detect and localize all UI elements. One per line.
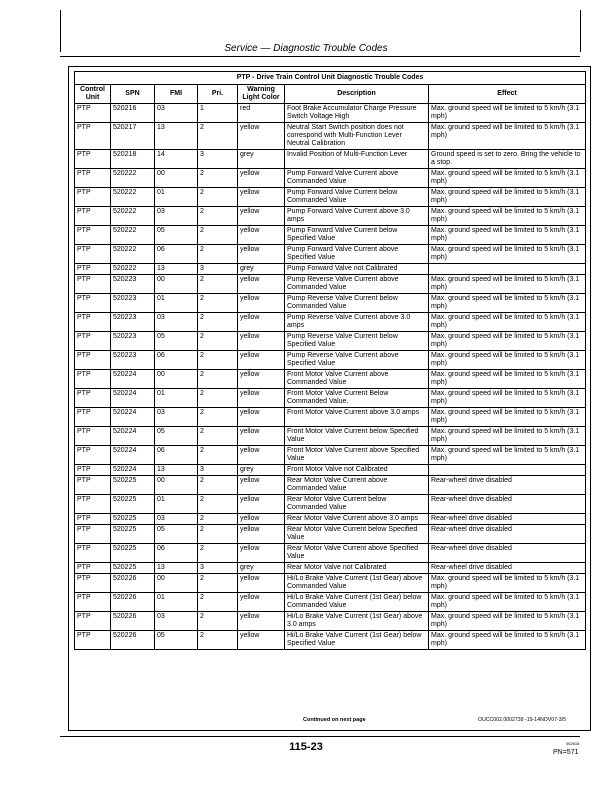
table-cell: 13: [155, 123, 198, 150]
table-row: [75, 408, 586, 427]
table-cell: 520222: [111, 169, 155, 188]
table-row: [75, 245, 586, 264]
table-cell: 2: [198, 332, 238, 351]
dtc-table: [74, 71, 586, 650]
table-cell: 520225: [111, 495, 155, 514]
table-cell: 520224: [111, 465, 155, 476]
table-cell: Neutral Start Switch position does not correspond with Multi-Function Lever Neutral Calibration: [285, 123, 429, 150]
table-row: [75, 104, 586, 123]
table-cell: yellow: [238, 514, 285, 525]
table-cell: 13: [155, 465, 198, 476]
table-cell: 520225: [111, 563, 155, 574]
table-cell: Rear Motor Valve Current above Commanded Value: [285, 476, 429, 495]
table-cell: grey: [238, 465, 285, 476]
table-cell: 520224: [111, 427, 155, 446]
table-cell: 2: [198, 123, 238, 150]
table-cell: PTP: [75, 123, 111, 150]
table-cell: Pump Forward Valve Current above Specified Value: [285, 245, 429, 264]
table-cell: 2: [198, 476, 238, 495]
table-cell: 01: [155, 188, 198, 207]
table-row: [75, 525, 586, 544]
table-cell: 520226: [111, 574, 155, 593]
table-cell: Pump Forward Valve Current above 3.0 amps: [285, 207, 429, 226]
column-header: Pri.: [198, 85, 238, 104]
table-cell: 520223: [111, 294, 155, 313]
table-cell: Max. ground speed will be limited to 5 km/h (3.1 mph): [429, 294, 586, 313]
table-cell: Rear-wheel drive disabled: [429, 563, 586, 574]
table-cell: 520218: [111, 150, 155, 169]
table-cell: PTP: [75, 476, 111, 495]
table-cell: 520222: [111, 207, 155, 226]
table-row: [75, 226, 586, 245]
table-cell: Rear-wheel drive disabled: [429, 495, 586, 514]
table-cell: 520225: [111, 544, 155, 563]
table-cell: 520226: [111, 593, 155, 612]
table-cell: 00: [155, 476, 198, 495]
table-cell: 2: [198, 294, 238, 313]
table-cell: yellow: [238, 275, 285, 294]
table-cell: 2: [198, 408, 238, 427]
table-cell: Pump Reverse Valve Current above Commanded Value: [285, 275, 429, 294]
table-cell: 2: [198, 593, 238, 612]
table-cell: 520217: [111, 123, 155, 150]
table-cell: Hi/Lo Brake Valve Current (1st Gear) below Commanded Value: [285, 593, 429, 612]
table-cell: 05: [155, 631, 198, 650]
table-cell: red: [238, 104, 285, 123]
table-cell: Max. ground speed will be limited to 5 km/h (3.1 mph): [429, 275, 586, 294]
table-cell: yellow: [238, 389, 285, 408]
table-cell: Max. ground speed will be limited to 5 km/h (3.1 mph): [429, 169, 586, 188]
table-cell: 2: [198, 275, 238, 294]
table-cell: Rear Motor Valve Current below Commanded Value: [285, 495, 429, 514]
table-row: [75, 389, 586, 408]
table-cell: 520222: [111, 264, 155, 275]
table-cell: Max. ground speed will be limited to 5 km/h (3.1 mph): [429, 207, 586, 226]
table-row: [75, 495, 586, 514]
table-cell: PTP: [75, 264, 111, 275]
table-cell: PTP: [75, 544, 111, 563]
table-cell: 1: [198, 104, 238, 123]
table-cell: Rear-wheel drive disabled: [429, 525, 586, 544]
table-cell: 2: [198, 427, 238, 446]
table-cell: Max. ground speed will be limited to 5 km/h (3.1 mph): [429, 574, 586, 593]
table-cell: 520224: [111, 408, 155, 427]
table-row: [75, 169, 586, 188]
table-cell: 520225: [111, 514, 155, 525]
table-cell: Max. ground speed will be limited to 5 km/h (3.1 mph): [429, 313, 586, 332]
table-cell: Max. ground speed will be limited to 5 km/h (3.1 mph): [429, 612, 586, 631]
table-cell: 520224: [111, 446, 155, 465]
table-cell: Hi/Lo Brake Valve Current (1st Gear) below Specified Value: [285, 631, 429, 650]
table-cell: 3: [198, 563, 238, 574]
table-cell: Front Motor Valve Current above Commanded Value: [285, 370, 429, 389]
page-number: 115-23: [289, 741, 323, 753]
table-cell: 03: [155, 408, 198, 427]
document-reference: OUCC002,0002739 -19-14NOV07-3/5: [478, 717, 566, 723]
table-cell: yellow: [238, 495, 285, 514]
table-cell: 2: [198, 389, 238, 408]
table-cell: PTP: [75, 563, 111, 574]
table-cell: yellow: [238, 294, 285, 313]
table-cell: Pump Forward Valve Current below Commanded Value: [285, 188, 429, 207]
column-header: SPN: [111, 85, 155, 104]
table-cell: Rear Motor Valve Current above Specified Value: [285, 544, 429, 563]
table-cell: PTP: [75, 446, 111, 465]
table-cell: 2: [198, 226, 238, 245]
table-row: [75, 593, 586, 612]
table-cell: PTP: [75, 351, 111, 370]
table-cell: 00: [155, 275, 198, 294]
table-cell: PTP: [75, 514, 111, 525]
table-header-row: [75, 85, 586, 104]
table-cell: Pump Forward Valve Current above Commanded Value: [285, 169, 429, 188]
table-cell: 01: [155, 593, 198, 612]
table-cell: PTP: [75, 465, 111, 476]
table-row: [75, 275, 586, 294]
table-cell: 05: [155, 226, 198, 245]
table-row: [75, 313, 586, 332]
table-cell: PTP: [75, 245, 111, 264]
table-row: [75, 427, 586, 446]
table-cell: Max. ground speed will be limited to 5 km/h (3.1 mph): [429, 188, 586, 207]
table-cell: PTP: [75, 427, 111, 446]
table-cell: Rear Motor Valve Current above 3.0 amps: [285, 514, 429, 525]
table-cell: Pump Reverse Valve Current below Commanded Value: [285, 294, 429, 313]
table-cell: Max. ground speed will be limited to 5 km/h (3.1 mph): [429, 370, 586, 389]
footer-code: 062818: [566, 741, 580, 746]
table-cell: yellow: [238, 631, 285, 650]
table-cell: 2: [198, 612, 238, 631]
table-cell: Max. ground speed will be limited to 5 km/h (3.1 mph): [429, 408, 586, 427]
table-cell: Max. ground speed will be limited to 5 km/h (3.1 mph): [429, 226, 586, 245]
table-cell: 2: [198, 495, 238, 514]
table-cell: yellow: [238, 574, 285, 593]
table-cell: 2: [198, 351, 238, 370]
table-cell: 01: [155, 389, 198, 408]
table-cell: yellow: [238, 408, 285, 427]
footer-rule: [60, 736, 580, 737]
table-cell: 03: [155, 514, 198, 525]
table-cell: Rear Motor Valve Current below Specified Value: [285, 525, 429, 544]
table-cell: grey: [238, 563, 285, 574]
column-header: Description: [285, 85, 429, 104]
page-header-title: Service — Diagnostic Trouble Codes: [224, 43, 388, 54]
table-cell: Front Motor Valve Current above Specified Value: [285, 446, 429, 465]
table-cell: Rear-wheel drive disabled: [429, 514, 586, 525]
table-cell: 520222: [111, 188, 155, 207]
table-cell: Hi/Lo Brake Valve Current (1st Gear) above Commanded Value: [285, 574, 429, 593]
table-cell: 520222: [111, 245, 155, 264]
table-cell: grey: [238, 150, 285, 169]
table-cell: yellow: [238, 525, 285, 544]
table-cell: 06: [155, 544, 198, 563]
table-cell: Front Motor Valve Current Below Commanded Value.: [285, 389, 429, 408]
table-cell: 2: [198, 514, 238, 525]
table-cell: 00: [155, 574, 198, 593]
pn-number: PN=571: [553, 749, 579, 756]
table-cell: Pump Reverse Valve Current below Specified Value: [285, 332, 429, 351]
table-cell: yellow: [238, 245, 285, 264]
table-cell: 2: [198, 525, 238, 544]
column-header: FMI: [155, 85, 198, 104]
table-cell: Rear-wheel drive disabled: [429, 476, 586, 495]
table-cell: Max. ground speed will be limited to 5 km/h (3.1 mph): [429, 123, 586, 150]
table-cell: PTP: [75, 275, 111, 294]
table-cell: 3: [198, 150, 238, 169]
table-cell: yellow: [238, 207, 285, 226]
table-cell: Invalid Position of Multi-Function Lever: [285, 150, 429, 169]
column-header: Warning Light Color: [238, 85, 285, 104]
table-cell: yellow: [238, 370, 285, 389]
table-cell: PTP: [75, 207, 111, 226]
table-cell: yellow: [238, 593, 285, 612]
table-cell: [429, 264, 586, 275]
table-row: [75, 612, 586, 631]
table-row: [75, 294, 586, 313]
table-cell: PTP: [75, 294, 111, 313]
table-cell: Max. ground speed will be limited to 5 km/h (3.1 mph): [429, 631, 586, 650]
table-cell: PTP: [75, 188, 111, 207]
table-cell: Max. ground speed will be limited to 5 km/h (3.1 mph): [429, 389, 586, 408]
table-cell: Max. ground speed will be limited to 5 km/h (3.1 mph): [429, 245, 586, 264]
column-header: Effect: [429, 85, 586, 104]
table-row: [75, 370, 586, 389]
table-cell: 03: [155, 104, 198, 123]
table-cell: Pump Forward Valve not Calibrated: [285, 264, 429, 275]
table-cell: 05: [155, 332, 198, 351]
table-cell: yellow: [238, 313, 285, 332]
table-row: [75, 150, 586, 169]
table-cell: 01: [155, 294, 198, 313]
table-row: [75, 563, 586, 574]
table-cell: 2: [198, 207, 238, 226]
table-cell: 520225: [111, 525, 155, 544]
table-cell: yellow: [238, 123, 285, 150]
table-cell: yellow: [238, 476, 285, 495]
table-cell: 13: [155, 563, 198, 574]
table-cell: Pump Reverse Valve Current above Specified Value: [285, 351, 429, 370]
table-cell: Max. ground speed will be limited to 5 km/h (3.1 mph): [429, 104, 586, 123]
table-cell: Front Motor Valve Current below Specified Value: [285, 427, 429, 446]
table-cell: 3: [198, 264, 238, 275]
table-cell: yellow: [238, 427, 285, 446]
table-cell: Rear Motor Valve not Calibrated: [285, 563, 429, 574]
table-cell: Max. ground speed will be limited to 5 km/h (3.1 mph): [429, 332, 586, 351]
table-cell: 2: [198, 169, 238, 188]
table-caption: PTP - Drive Train Control Unit Diagnostic Trouble Codes: [75, 72, 586, 85]
table-cell: PTP: [75, 525, 111, 544]
table-cell: Foot Brake Accumulator Charge Pressure Switch Voltage High: [285, 104, 429, 123]
table-cell: 520223: [111, 332, 155, 351]
table-cell: yellow: [238, 188, 285, 207]
table-cell: PTP: [75, 226, 111, 245]
column-header: Control Unit: [75, 85, 111, 104]
table-cell: Max. ground speed will be limited to 5 km/h (3.1 mph): [429, 351, 586, 370]
table-cell: yellow: [238, 226, 285, 245]
table-cell: PTP: [75, 332, 111, 351]
table-cell: 2: [198, 631, 238, 650]
table-cell: PTP: [75, 313, 111, 332]
table-cell: yellow: [238, 332, 285, 351]
table-cell: Pump Forward Valve Current below Specified Value: [285, 226, 429, 245]
continued-note: Continued on next page: [303, 717, 366, 723]
table-cell: 520226: [111, 612, 155, 631]
table-cell: PTP: [75, 104, 111, 123]
table-cell: yellow: [238, 612, 285, 631]
table-cell: 03: [155, 612, 198, 631]
table-cell: PTP: [75, 574, 111, 593]
table-cell: 520223: [111, 351, 155, 370]
table-cell: yellow: [238, 351, 285, 370]
table-row: [75, 446, 586, 465]
table-cell: Max. ground speed will be limited to 5 km/h (3.1 mph): [429, 427, 586, 446]
table-cell: 05: [155, 525, 198, 544]
table-cell: 3: [198, 465, 238, 476]
table-cell: grey: [238, 264, 285, 275]
table-cell: Rear-wheel drive disabled: [429, 544, 586, 563]
table-row: [75, 264, 586, 275]
table-cell: Pump Reverse Valve Current above 3.0 amps: [285, 313, 429, 332]
table-cell: PTP: [75, 370, 111, 389]
table-row: [75, 476, 586, 495]
table-cell: PTP: [75, 593, 111, 612]
table-cell: Ground speed is set to zero. Bring the vehicle to a stop.: [429, 150, 586, 169]
table-row: [75, 188, 586, 207]
table-cell: 06: [155, 245, 198, 264]
table-cell: 00: [155, 169, 198, 188]
table-cell: yellow: [238, 544, 285, 563]
table-cell: yellow: [238, 446, 285, 465]
table-cell: Hi/Lo Brake Valve Current (1st Gear) above 3.0 amps: [285, 612, 429, 631]
header-rule: [60, 56, 580, 57]
table-row: [75, 574, 586, 593]
table-cell: 01: [155, 495, 198, 514]
table-row: [75, 465, 586, 476]
table-cell: PTP: [75, 495, 111, 514]
table-cell: [429, 465, 586, 476]
table-cell: Max. ground speed will be limited to 5 km/h (3.1 mph): [429, 446, 586, 465]
table-cell: 05: [155, 427, 198, 446]
table-cell: PTP: [75, 150, 111, 169]
table-cell: 06: [155, 446, 198, 465]
table-body: [75, 104, 586, 650]
table-cell: Front Motor Valve not Calibrated: [285, 465, 429, 476]
table-cell: 2: [198, 188, 238, 207]
table-cell: 520223: [111, 275, 155, 294]
table-row: [75, 332, 586, 351]
table-cell: 13: [155, 264, 198, 275]
table-cell: PTP: [75, 169, 111, 188]
table-cell: 2: [198, 446, 238, 465]
table-row: [75, 514, 586, 525]
table-cell: Max. ground speed will be limited to 5 km/h (3.1 mph): [429, 593, 586, 612]
table-cell: yellow: [238, 169, 285, 188]
table-row: [75, 351, 586, 370]
table-cell: 03: [155, 313, 198, 332]
table-cell: 03: [155, 207, 198, 226]
table-cell: 14: [155, 150, 198, 169]
table-cell: 520223: [111, 313, 155, 332]
table-cell: 520222: [111, 226, 155, 245]
table-cell: Front Motor Valve Current above 3.0 amps: [285, 408, 429, 427]
table-cell: 2: [198, 544, 238, 563]
table-cell: 520216: [111, 104, 155, 123]
table-row: [75, 123, 586, 150]
table-row: [75, 631, 586, 650]
table-cell: 2: [198, 313, 238, 332]
table-cell: PTP: [75, 612, 111, 631]
table-cell: PTP: [75, 408, 111, 427]
table-row: [75, 207, 586, 226]
table-cell: PTP: [75, 631, 111, 650]
table-cell: 2: [198, 574, 238, 593]
table-cell: 00: [155, 370, 198, 389]
table-cell: 520225: [111, 476, 155, 495]
table-cell: 520224: [111, 370, 155, 389]
table-row: [75, 544, 586, 563]
table-cell: 06: [155, 351, 198, 370]
table-cell: 520226: [111, 631, 155, 650]
table-cell: 2: [198, 370, 238, 389]
table-cell: 520224: [111, 389, 155, 408]
table-cell: 2: [198, 245, 238, 264]
table-cell: PTP: [75, 389, 111, 408]
